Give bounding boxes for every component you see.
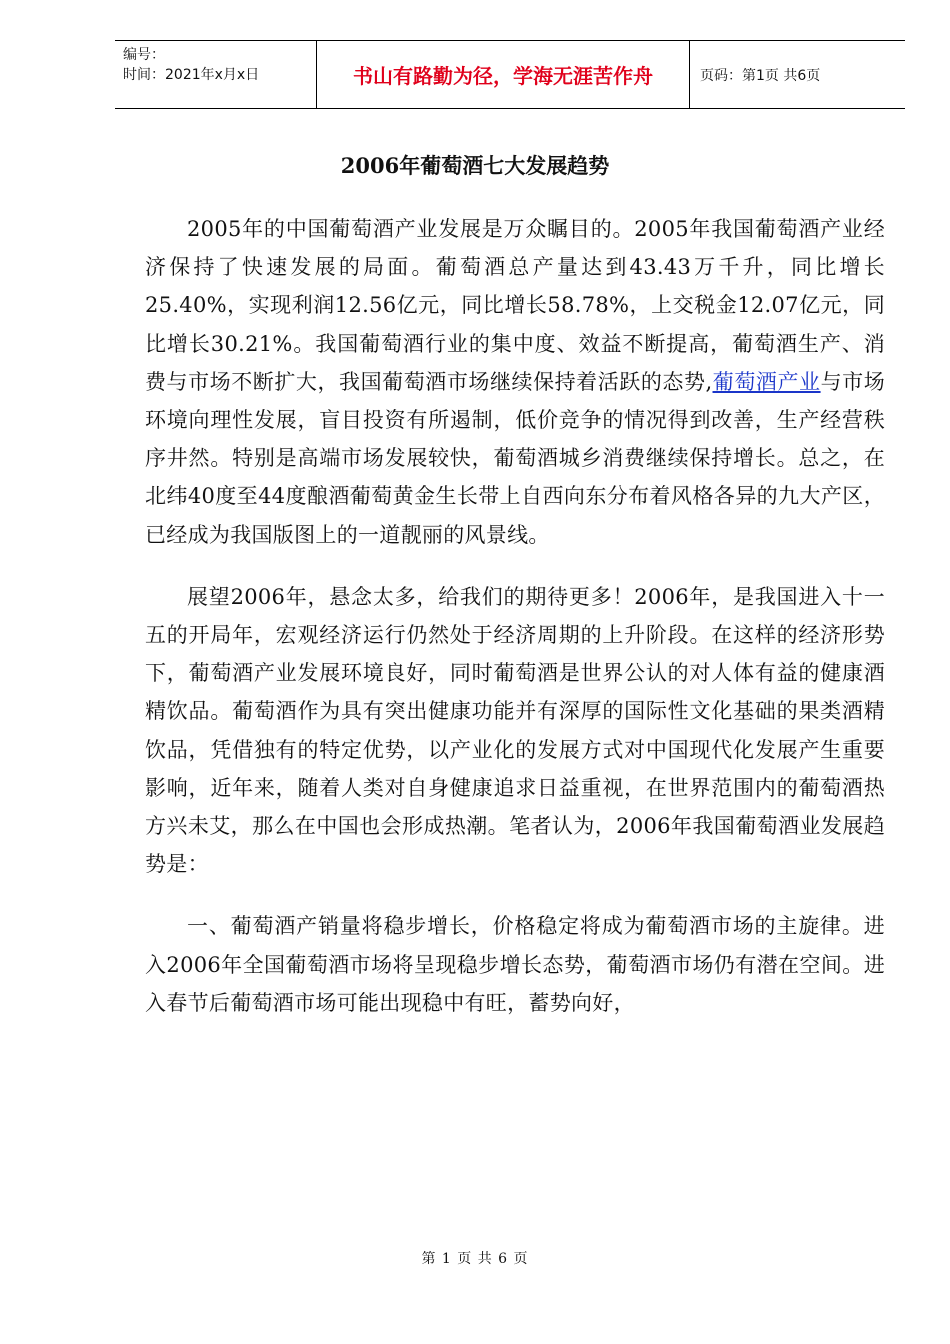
wine-industry-link[interactable]: 葡萄酒产业 <box>712 369 821 394</box>
document-body <box>145 210 885 1022</box>
time-label: 时间：2021年x月x日 <box>123 67 260 83</box>
paragraph-1-text-a: 2005年的中国葡萄酒产业发展是万众瞩目的。2005年我国葡萄酒产业经济保持了快速发展的局面。葡萄酒总产量达到43.43万千升，同比增长25.40%，实现利润12.56亿元，同比增长58.78%，上交税金12.07亿元，同比增长30.21%。我国葡萄酒行业的集中度、效益不断提高，葡萄酒生产、消费与市场不断扩大，我国葡萄酒市场继续保持着活跃的态势, <box>145 217 885 394</box>
paragraph-1-text-b: 与市场环境向理性发展，盲目投资有所遏制，低价竞争的情况得到改善，生产经营秩序井然。特别是高端市场发展较快，葡萄酒城乡消费继续保持增长。总之，在北纬40度至44度酿酒葡萄黄金生长带上自西向东分布着风格各异的九大产区，已经成为我国版图上的一道靓丽的风景线。 <box>145 369 885 547</box>
page-footer: 第 1 页 共 6 页 <box>421 1251 529 1267</box>
header-motto: 书山有路勤为径，学海无涯苦作舟 <box>317 41 690 108</box>
header-meta-cell <box>115 41 317 108</box>
paragraph-1 <box>145 210 885 554</box>
header-table <box>115 40 905 109</box>
paragraph-2: 展望2006年，悬念太多，给我们的期待更多！2006年，是我国进入十一五的开局年，宏观经济运行仍然处于经济周期的上升阶段。在这样的经济形势下，葡萄酒产业发展环境良好，同时葡萄酒是世界公认的对人体有益的健康酒精饮品。葡萄酒作为具有突出健康功能并有深厚的国际性文化基础的果类酒精饮品，凭借独有的特定优势，以产业化的发展方式对中国现代化发展产生重要影响，近年来，随着人类对自身健康追求日益重视，在世界范围内的葡萄酒热方兴未艾，那么在中国也会形成热潮。笔者认为，2006年我国葡萄酒业发展趋势是： <box>145 584 885 877</box>
document-title: 2006年葡萄酒七大发展趋势 <box>340 153 610 178</box>
paragraph-3: 一、葡萄酒产销量将稳步增长，价格稳定将成为葡萄酒市场的主旋律。进入2006年全国葡萄酒市场将呈现稳步增长态势，葡萄酒市场仍有潜在空间。进入春节后葡萄酒市场可能出现稳中有旺，蓄势向好， <box>145 914 885 1015</box>
number-label: 编号： <box>123 47 165 63</box>
header-page-info: 页码：第1页 共6页 <box>700 67 821 84</box>
